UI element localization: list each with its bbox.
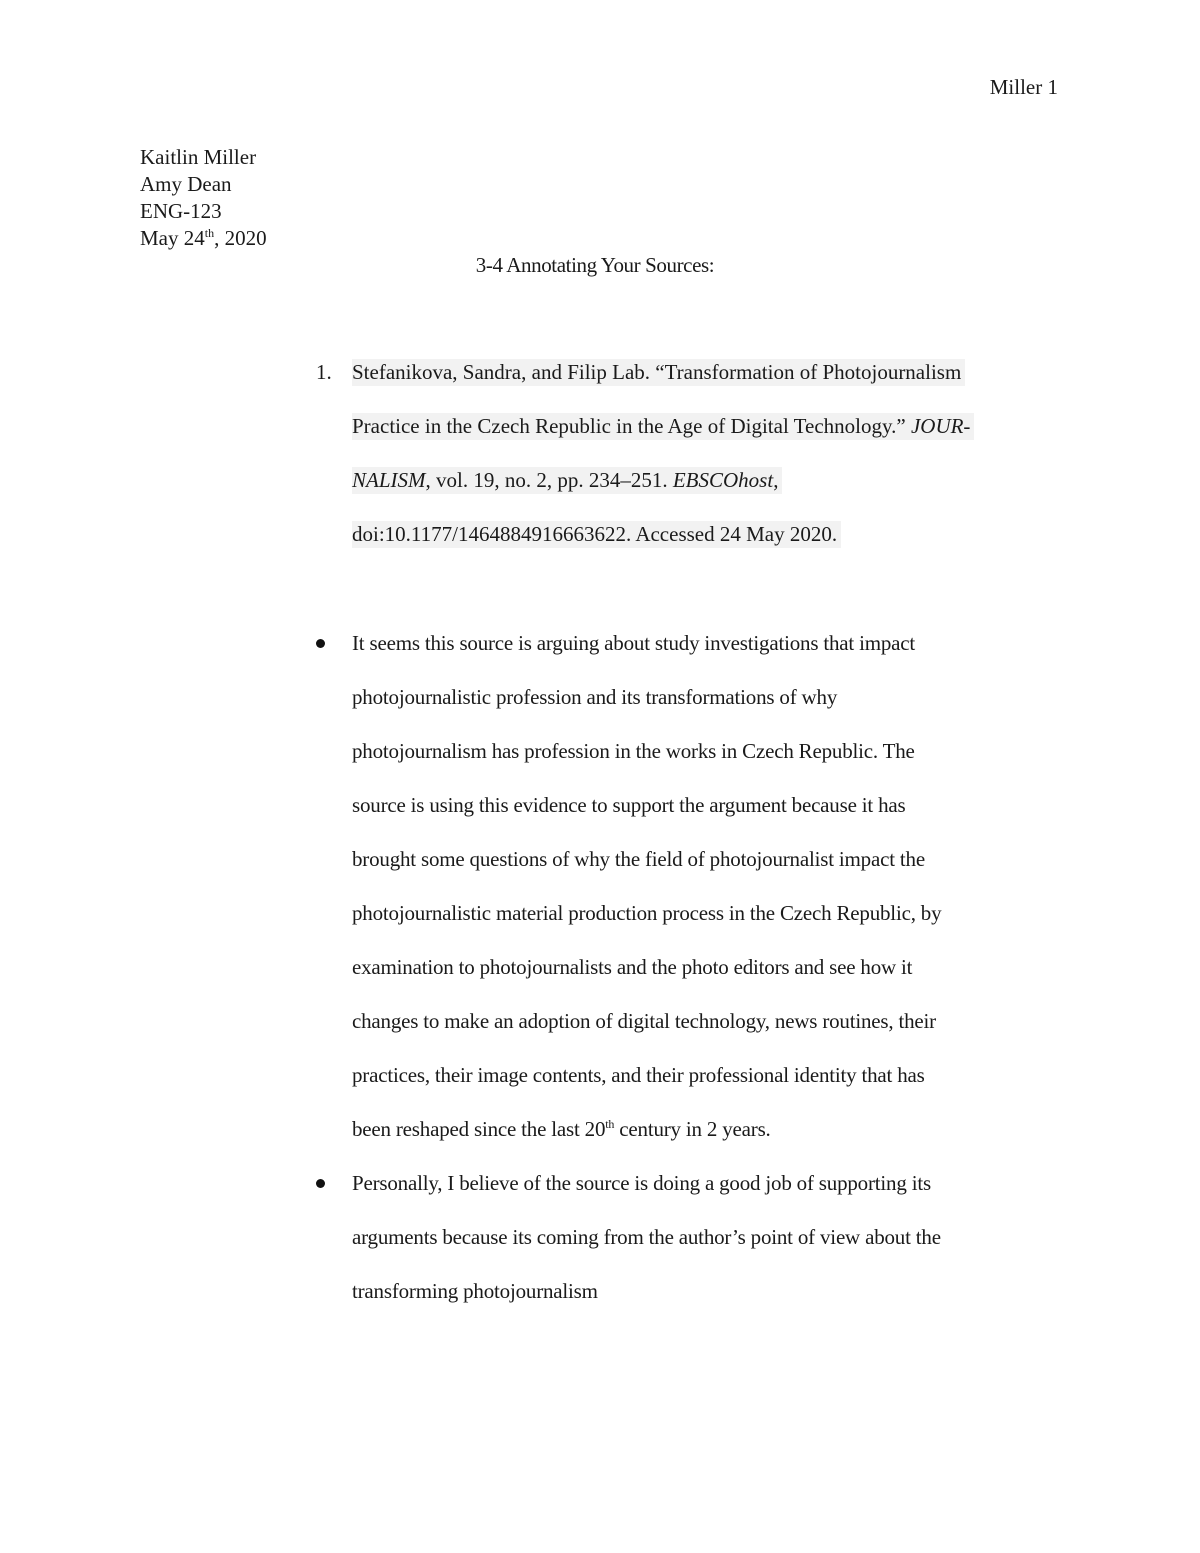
citation-line-1: Stefanikova, Sandra, and Filip Lab. “Transformation of Photojournalism xyxy=(352,359,965,386)
document-title: 3-4 Annotating Your Sources: xyxy=(475,253,715,277)
citation-line xyxy=(352,521,974,575)
bullet-line-prefix: been reshaped since the last 20 xyxy=(352,1117,606,1141)
bullet-line: photojournalistic profession and its transformations of why xyxy=(352,685,838,709)
bullet-icon xyxy=(316,1179,325,1188)
date xyxy=(140,225,267,252)
bullet-line: photojournalistic material production process in the Czech Republic, by xyxy=(352,901,942,925)
citation-line-3 xyxy=(352,467,782,494)
bullet-line: transforming photojournalism xyxy=(352,1279,598,1303)
student-name: Kaitlin Miller xyxy=(140,145,257,169)
date-prefix: May 24 xyxy=(140,226,205,250)
citation-line xyxy=(352,467,974,521)
citation-number: 1. xyxy=(316,360,332,384)
bullet-line: photojournalism has profession in the works in Czech Republic. The xyxy=(352,739,915,763)
citation-volume: , vol. 19, no. 2, pp. 234–251. xyxy=(425,468,673,492)
bullet-line-suffix: century in 2 years. xyxy=(614,1117,771,1141)
course-code: ENG-123 xyxy=(140,199,222,223)
bullet-line: Personally, I believe of the source is doing a good job of supporting its xyxy=(352,1171,931,1195)
bullet-text xyxy=(352,630,1056,1170)
bullet-line xyxy=(352,1116,1056,1170)
citation-line xyxy=(352,413,974,467)
bullet-text xyxy=(352,1170,1056,1332)
annotation-list xyxy=(316,630,1056,1332)
citation-line-2 xyxy=(352,413,974,440)
instructor-name: Amy Dean xyxy=(140,172,232,196)
citation-line-2-text: Practice in the Czech Republic in the Age of Digital Technology.” xyxy=(352,414,911,438)
journal-name-part1: JOUR- xyxy=(910,414,971,438)
date-suffix: , 2020 xyxy=(214,226,267,250)
page-number: Miller 1 xyxy=(989,75,1058,99)
citation-text xyxy=(352,359,974,575)
citation-comma: , xyxy=(773,468,779,492)
journal-name-part2: NALISM xyxy=(352,468,426,492)
bullet-line: source is using this evidence to support the argument because it has xyxy=(352,793,906,817)
bullet-line-sup: th xyxy=(605,1117,615,1131)
citation-line-4: doi:10.1177/1464884916663622. Accessed 24 May 2020. xyxy=(352,521,841,548)
annotation-bullet-evaluation xyxy=(316,1170,1056,1332)
bullet-line: examination to photojournalists and the photo editors and see how it xyxy=(352,955,913,979)
bullet-icon xyxy=(316,639,325,648)
bullet-line: It seems this source is arguing about study investigations that impact xyxy=(352,631,916,655)
mla-heading xyxy=(140,144,267,252)
database-name: EBSCOhost xyxy=(672,468,774,492)
citation-line xyxy=(352,359,974,413)
bullet-line: arguments because its coming from the author’s point of view about the xyxy=(352,1225,941,1249)
date-sup: th xyxy=(204,226,215,240)
bullet-line: brought some questions of why the field of photojournalist impact the xyxy=(352,847,925,871)
bullet-line: practices, their image contents, and their professional identity that has xyxy=(352,1063,925,1087)
bullet-line: changes to make an adoption of digital technology, news routines, their xyxy=(352,1009,936,1033)
annotation-bullet-summary xyxy=(316,630,1056,1170)
